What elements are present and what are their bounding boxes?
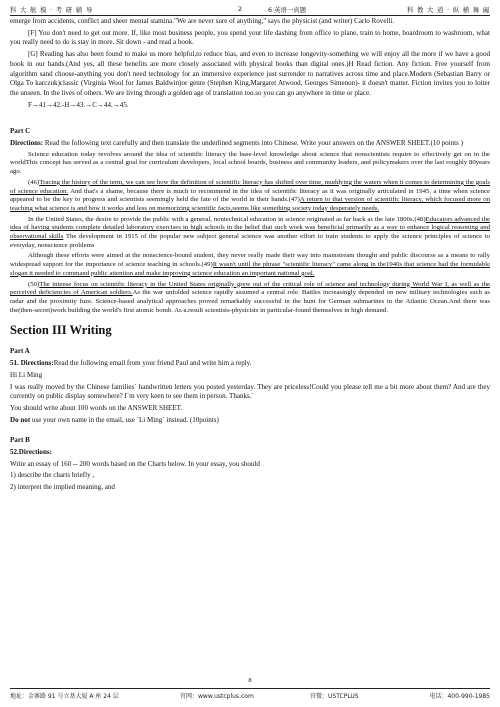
directions-text: Read the following text carefully and then translate the underlined segments into Chinese. Write your answers on the ANSWER SHEET.(10 points ): [43, 139, 463, 148]
name-instruction: [10, 416, 490, 426]
page-number: 8: [248, 677, 252, 684]
passage-paragraph-4: [10, 252, 490, 278]
q51-text: Read the following email from your friend Paul and write him a reply.: [53, 359, 252, 368]
paragraph-continuation: emerge from accidents, conflict and sheer mental stamina."We are never sure of anything," says the physicist (and writer) Carlo Rovelli.: [10, 17, 395, 25]
do-not-label: Do not: [10, 415, 31, 424]
passage-paragraph-1: Science education today revolves around the idea of scientific literacy the base-level knowledge about science that nonscientists require to effectively get on in the worldThis concept has served as a central goal for curriculum developers, local school boards, business and community leaders, and policymakers over the last roughly 80years ago.: [10, 150, 490, 176]
section-iii-title: Section III Writing: [10, 323, 112, 338]
part-c-title: Part C: [10, 127, 31, 136]
passage-paragraph-3: [10, 216, 490, 251]
answer-key: F→41→42.-H→43.→C→44.→45.: [28, 100, 129, 109]
q52-label: 52.Directions:: [10, 448, 52, 457]
q46-underlined: Tracing the history of the term, we can see how the definition of scientific literacy has shifted over time, muddying the waters when it comes to determining the goals of science education.: [10, 178, 490, 195]
email-body: I was really moved by the Chinese families` handwritten letters you posted yesterday. They are priceless!Could you please tell me a bit more about them? And are they currently on public display somewhere? I`m very keen to see them in person. Thanks.`: [10, 382, 490, 401]
paragraph-g: [G] Reading has also been found to make us more helpful,to reduce bias, and even to increase longevity-something we will enjoy all the more if we have a good book in our hands.(And yes, all these benefits are more closely associated with physical books than digital ones.)H Read fiction. Any fiction. Free yourself from algorithm sand choose-anything you don't need technology for an immersive experience just surrender to narratives across time and place.Modern (Sebastian Barry or Olga To karczuk)classic (Virginia Wool for James Baldwin)or genre (Stephen King,Margaret Atwood, Georges Simenon)- it doesn't matter. Fiction invites you to loiter the unseen. In the lives of others. We are living through a golden age of translation too.so you can go anywhere in time or place.: [10, 50, 490, 97]
header-page: 2: [238, 5, 243, 13]
part-a-title: Part A: [10, 347, 30, 356]
passage-paragraph-5: [10, 281, 490, 316]
footer-divider: [10, 688, 490, 689]
document-body: [10, 17, 490, 495]
header-divider: [10, 15, 490, 16]
part-c-directions: [10, 139, 490, 149]
q46-number: (46): [28, 178, 40, 186]
q50-number: (50): [28, 280, 40, 288]
passage-text: Although these efforts were aimed at the nonscience-bound student, they never really made their way into mainstream thought and public discourse as a means to rally widespread support for the importance of science teaching in schools.(49): [10, 252, 490, 269]
part-c-passage: [10, 151, 490, 316]
directions-label: Directions:: [10, 139, 44, 148]
spacer: [10, 427, 490, 436]
passage-text: And that's a shame, because there is much to recommend in the idea of scientific literacy as it was originally articulated in 1945, a time when science appeared to be the key to progress and scientists seemingly held the fate of the world in their hands.(47): [10, 187, 490, 204]
q51-directions: [10, 359, 490, 369]
passage-text: In the United States, the desire to provide the public with a general, nontechnical education in science originated as far back as the late 1800s.(48): [28, 215, 426, 223]
part-b-title: Part B: [10, 436, 30, 445]
q50-underlined: The intense focus on scientific literacy in the United States originally grew out of the critical role of science and technology during World War I, as well as the perceived deficiencies of American soldiers.: [10, 280, 490, 297]
header-right: 科 教 大 道 · 纵 横 舞 阖: [406, 6, 490, 14]
passage-text: The development in 1915 of the popular new subject general science was another effort to train students to apply the science principles of science to everyday, nonscience problems: [10, 233, 490, 249]
paragraph-f: [F] You don't need to get out more. If, like most business people, you spend your life dashing from office to plane, train to home, boardroom to washroom, what you really need to do is stay in more. Sit down - and read a book.: [10, 28, 490, 47]
passage-paragraph-2: [10, 179, 490, 214]
q47-underlined: A return to that version of scientific literacy, which focused more on teaching what science is and how it works and less on memorizing scientific facts,seems like something society today desperately needs.: [10, 196, 490, 212]
do-not-text: use your own name in the email, use `Li Ming` instead. (10points): [30, 415, 219, 424]
header-title: 6 英语一真题: [268, 6, 307, 14]
footer-address: 地址：金寨路 91 号立基大厦 A 座 24 层: [10, 693, 119, 700]
q49-underlined: It wasn't until the phrase "scientific literacy" came along in the1940s that science had the formidable slogan it needed to command public attention and make improving science education an important national goal.: [10, 261, 490, 277]
q48-underlined: Educators advanced the idea of having students complete detailed laboratory exercises in high schools in the belief that such work was beneficial primarily as a way to enhance logical reasoning and observational skills: [10, 215, 490, 241]
q52-item-2: 2) interpret the implied meaning, and: [10, 483, 115, 492]
email-greeting: Hi Li Ming: [10, 370, 43, 379]
footer-wechat: 官微：USTCPLUS: [310, 693, 359, 700]
word-instruction: You should write about 100 words on the ANSWER SHEET.: [10, 403, 183, 412]
footer-website: 官网：www.ustcplus.com: [180, 693, 254, 700]
spacer: [10, 112, 490, 121]
q51-label: 51. Directions:: [10, 359, 54, 368]
q52-item-1: 1) describe the charts briefly ,: [10, 471, 95, 480]
header-left: 科 大 航 模 · 考 研 辅 导: [10, 6, 94, 14]
q52-text: Write an essay of 160 -- 200 words based on the Charts below. In your essay, you should: [10, 459, 260, 468]
passage-text: As the war unfolded science rapidly assumed a central role. Battles increasingly depended on new military technologies such as radar and the proximity fuze. Science-based analytical approaches proved remarkably successful in the hunt for German submarines in the Atlantic Ocean.And there was the(then-secret)work building the world's first atomic bomb. As a.result scientists-physicists in particular-found themselves in high demand.: [10, 289, 490, 314]
page-header: [10, 3, 490, 15]
footer-phone: 电话：400-990-1985: [429, 693, 490, 700]
